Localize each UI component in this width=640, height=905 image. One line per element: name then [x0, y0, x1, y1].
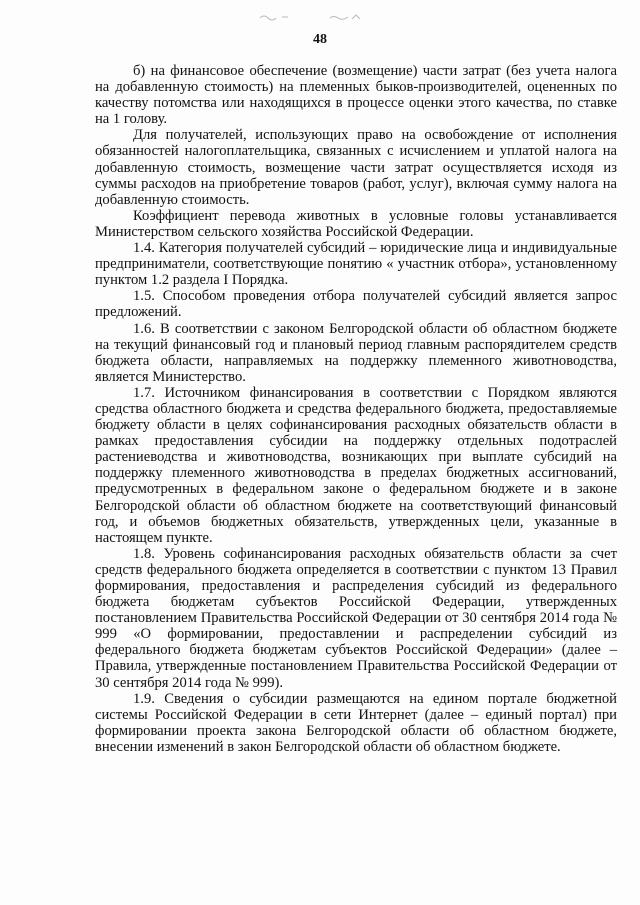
paragraph-1-4: 1.4. Категория получателей субсидий – юридические лица и индивидуальные предприниматели, соответствующие понятию « участник отбора», установленному пунктом 1.2 раздела I Порядка.: [95, 240, 617, 289]
scan-artifact-mark: [258, 12, 368, 22]
paragraph-1-5: 1.5. Способом проведения отбора получателей субсидий является запрос предложений.: [95, 288, 617, 321]
paragraph-1-7: 1.7. Источником финансирования в соответствии с Порядком являются средства областного бюджета и средства федерального бюджета, предоставляемые бюджету области в целях софинансирования расходных обязательств области в рамках предоставления субсидии на поддержку отдельных подотраслей растениеводства и животноводства, возникающих при выплате субсидий на поддержку племенного животноводства в пределах бюджетных ассигнований, предусмотренных в федеральном законе о федеральном бюджете и в законе Белгородской области об областном бюджете на соответствующий финансовый год, и объемов бюджетных обязательств, утвержденных цели, указанные в настоящем пункте.: [95, 384, 617, 546]
paragraph-1-6: 1.6. В соответствии с законом Белгородской области об областном бюджете на текущий финансовый год и плановый период главным распорядителем средств бюджета области, направляемых на поддержку племенного животноводства, является Министерство.: [95, 320, 617, 385]
document-body: [95, 63, 617, 755]
paragraph-conversion-coefficient: Коэффициент перевода животных в условные головы устанавливается Министерством сельского хозяйства Российской Федерации.: [95, 207, 617, 240]
paragraph-vat-exemption: Для получателей, использующих право на освобождение от исполнения обязанностей налогоплательщика, связанных с исчислением и уплатой налога на добавленную стоимость, возмещение части затрат осуществляется исходя из суммы расходов на приобретение товаров (работ, услуг), включая сумму налога на добавленную стоимость.: [95, 127, 617, 208]
paragraph-1-9: 1.9. Сведения о субсидии размещаются на едином портале бюджетной системы Российской Федерации в сети Интернет (далее – единый портал) при формировании проекта закона Белгородской области об областном бюджете, внесении изменений в закон Белгородской области об областном бюджете.: [95, 690, 617, 755]
paragraph-1-8: 1.8. Уровень софинансирования расходных обязательств области за счет средств федерального бюджета определяется в соответствии с пунктом 13 Правил формирования, предоставления и распределения субсидий из федерального бюджета бюджетам субъектов Российской Федерации, утвержденных постановлением Правительства Российской Федерации от 30 сентября 2014 года № 999 «О формировании, предоставлении и распределении субсидий из федерального бюджета бюджетам субъектов Российской Федерации» (далее – Правила, утвержденные постановлением Правительства Российской Федерации от 30 сентября 2014 года № 999).: [95, 545, 617, 691]
page-number: 48: [313, 32, 327, 47]
paragraph-b-breeding-bulls: б) на финансовое обеспечение (возмещение) части затрат (без учета налога на добавленную стоимость) на племенных быков-производителей, оцененных по качеству потомства или находящихся в процессе оценки этого качества, по ставке на 1 голову.: [95, 63, 617, 128]
